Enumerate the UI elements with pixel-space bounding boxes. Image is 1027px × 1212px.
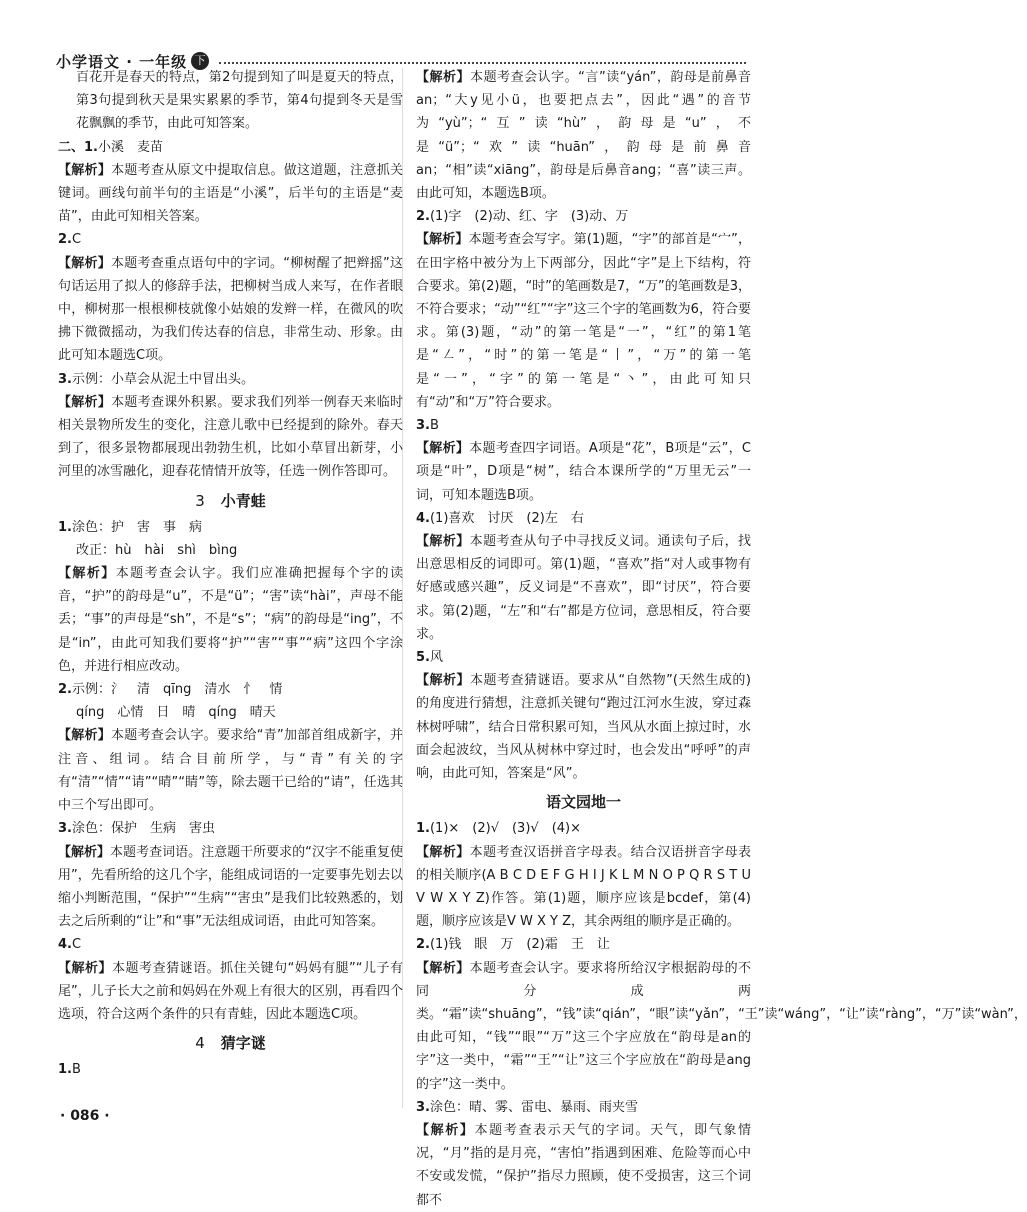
- analysis-tag: 【解析】: [416, 844, 470, 860]
- section-title: 语文园地一: [545, 793, 621, 812]
- answer-text: 涂色：保护 生病 害虫: [71, 821, 215, 837]
- question-number: 2.: [416, 937, 430, 953]
- analysis-tag: 【解析】: [416, 534, 470, 550]
- book-title: 小学语文 · 一年级: [56, 52, 188, 71]
- paragraph: qíng 心情 日 晴 qíng 晴天: [76, 705, 276, 721]
- question-answer: [416, 414, 751, 437]
- question-answer: [416, 817, 751, 840]
- answer-text: B: [71, 1062, 81, 1078]
- analysis-text: 本题考查从原文中提取信息。做这道题，注意抓关键词。画线句前半句的主语是“小溪”，后半句的主语是“麦苗”，由此可知相关答案。: [58, 162, 403, 225]
- question-answer: [416, 507, 751, 530]
- section-number: 4: [195, 1034, 205, 1053]
- analysis-paragraph: [416, 957, 1027, 1096]
- question-number: 1.: [58, 1062, 72, 1078]
- answer-text: B: [429, 418, 439, 434]
- question-answer: [416, 1096, 751, 1119]
- answer-text: 示例：氵 清 qīng 清水 忄 情: [71, 682, 283, 698]
- question-answer: [416, 933, 751, 956]
- question-answer: [58, 228, 403, 251]
- question-number: 4.: [416, 510, 430, 526]
- question-answer: [416, 646, 751, 669]
- answer-text: (1)喜欢 讨厌 (2)左 右: [429, 510, 584, 526]
- page-number: · 086 ·: [60, 1108, 110, 1124]
- analysis-text: 本题考查会认字。要求将所给汉字根据韵母的不同分成两类。“霜”读“shuāng”，“钱”读“qián”，“眼”读“yǎn”，“王”读“wáng”，“让”读“ràng”，“万”读“wàn”，由此可知，“钱”“眼”“万”这三个字应放在“韵母是an的字”这一类中，“霜”“王”“让”这三个字应放在“韵母是ang的字”这一类中。: [416, 960, 1027, 1092]
- analysis-paragraph: [416, 530, 751, 646]
- left-column: [58, 66, 403, 1081]
- analysis-text: 本题考查猜谜语。抓住关键句“妈妈有腿”“儿子有尾”，儿子长大之前和妈妈在外观上有很大的区别，再看四个选项，符合这两个条件的只有青蛙，因此本题选C项。: [58, 960, 403, 1022]
- analysis-text: 本题考查词语。注意题干所要求的“汉字不能重复使用”，先看所给的这几个字，能组成词语的一定要事先划去以缩小判断范围，“保护”“生病”“害虫”是我们比较熟悉的，划去之后所剩的“让”和“事”无法组成词语，由此可知答案。: [58, 844, 403, 930]
- header-dotted-rule: [219, 62, 746, 64]
- analysis-paragraph: [58, 391, 403, 484]
- analysis-tag: 【解析】: [416, 232, 469, 248]
- question-answer: [58, 678, 403, 701]
- analysis-text: 本题考查会写字。第(1)题，“字”的部首是“宀”，在田字格中被分为上下两部分，因此“字”是上下结构，符合要求。第(2)题，“时”的笔画数是7，“万”的笔画数是3，不符合要求；“动”“红”“字”这三个字的笔画数为6，符合要求。第(3)题，“动”的第一笔是“一”，“红”的第1笔是“㇜”，“时”的第一笔是“丨”，“万”的第一笔是“一”，“字”的第一笔是“丶”，由此可知只有“动”和“万”符合要求。: [416, 232, 751, 410]
- question-answer: [58, 933, 403, 956]
- question-number: 5.: [416, 650, 430, 666]
- analysis-text: 本题考查会认字。我们应准确把握每个字的读音，“护”的韵母是“u”，不是“ü”；“害”读“hài”，声母不能丢；“事”的声母是“sh”，不是“s”；“病”的韵母是“ing”，不是“in”，由此可知我们要将“护”“害”“事”“病”这四个字涂色，并进行相应改动。: [58, 566, 403, 674]
- analysis-text: 本题考查课外积累。要求我们列举一例春天来临时相关景物所发生的变化，注意儿歌中已经提到的除外。春天到了，很多景物都展现出勃勃生机，比如小草冒出新芽，小河里的冰雪融化，迎春花情情开放等，任选一例作答即可。: [58, 394, 403, 480]
- analysis-text: 本题考查汉语拼音字母表。结合汉语拼音字母表的相关顺序(A B C D E F G H I J K L M N O P Q R S T U V W X Y Z)作答。第(1)题，顺序应该是bcdef，第(4)题，顺序应该是V W X Y Z，其余两组的顺序是正确的。: [416, 844, 751, 930]
- answer-text: 风: [429, 650, 443, 666]
- question-answer: [58, 1058, 403, 1081]
- question-number: 1.: [416, 821, 430, 837]
- answer-text: (1)钱 眼 万 (2)霜 王 让: [429, 937, 610, 953]
- section-number: 3: [195, 491, 205, 510]
- analysis-paragraph: [416, 66, 751, 205]
- analysis-paragraph: [58, 159, 403, 229]
- question-number: 2.: [416, 209, 430, 225]
- answer-text: 小溪 麦苗: [97, 139, 163, 155]
- question-answer: [58, 516, 403, 539]
- question-number: 3.: [58, 371, 72, 387]
- paragraph: 改正：hù hài shì bìng: [76, 542, 238, 558]
- analysis-text: 本题考查猜谜语。要求从“自然物”(天然生成的)的角度进行猜想，注意抓关键句“跑过江河水生波，穿过森林树呼啸”，结合日常积累可知，当风从水面上掠过时，水面会起波纹，当风从树林中穿过时，也会发出“呼呼”的声响，由此可知，答案是“风”。: [416, 673, 751, 782]
- analysis-paragraph: [58, 957, 403, 1027]
- question-number: 1.: [58, 519, 72, 535]
- question-number: 3.: [416, 1099, 430, 1115]
- question-number: 3.: [58, 821, 72, 837]
- volume-badge: 下: [191, 52, 209, 70]
- question-number: 2.: [58, 682, 72, 698]
- analysis-paragraph: [416, 437, 751, 507]
- analysis-tag: 【解析】: [416, 441, 470, 457]
- answer-text: 涂色：晴、雾、雷电、暴雨、雨夹雪: [429, 1099, 638, 1115]
- question-answer: [58, 368, 403, 391]
- analysis-tag: 【解析】: [58, 162, 112, 178]
- question-answer: [58, 136, 403, 159]
- analysis-paragraph: [416, 1119, 751, 1212]
- analysis-paragraph: [416, 669, 751, 785]
- analysis-tag: 【解析】: [58, 394, 112, 410]
- answer-text: 涂色：护 害 事 病: [71, 519, 202, 535]
- analysis-text: 本题考查从句子中寻找反义词。通读句子后，找出意思相反的词即可。第(1)题，“喜欢”指“对人或事物有好感或感兴趣”，反义词是“不喜欢”，即“讨厌”，符合要求。第(2)题，“左”和“右”都是方位词，意思相反，符合要求。: [416, 534, 751, 642]
- analysis-text: 本题考查四字词语。A项是“花”，B项是“云”，C项是“叶”，D项是“树”，结合本课所学的“万里无云”一词，可知本题选B项。: [416, 441, 751, 503]
- section-title: 小青蛙: [220, 491, 266, 510]
- analysis-tag: 【解析】: [58, 728, 112, 744]
- analysis-paragraph: [58, 252, 403, 368]
- section-heading: [416, 789, 751, 815]
- analysis-tag: 【解析】: [58, 566, 116, 582]
- analysis-tag: 【解析】: [58, 255, 112, 271]
- analysis-tag: 【解析】: [58, 844, 111, 860]
- paragraph: 百花开是春天的特点，第2句提到知了叫是夏天的特点，第3句提到秋天是果实累累的季节，第4句提到冬天是雪花飘飘的季节，由此可知答案。: [76, 70, 403, 132]
- analysis-paragraph: [416, 228, 751, 414]
- analysis-tag: 【解析】: [58, 960, 113, 976]
- answer-text: (1)× (2)√ (3)√ (4)×: [429, 821, 581, 837]
- answer-text: 示例：小草会从泥土中冒出头。: [71, 371, 254, 387]
- section-heading: [58, 1030, 403, 1056]
- analysis-paragraph: [58, 841, 403, 934]
- right-column: [416, 66, 1027, 1212]
- analysis-text: 本题考查重点语句中的字词。“柳树醒了把辫摇”这句话运用了拟人的修辞手法，把柳树当成人来写，在作者眼中，柳树那一根根柳枝就像小姑娘的发辫一样，在微风的吹拂下微微摇动，为我们传达春的信息，非常生动、形象。由此可知本题选C项。: [58, 255, 403, 364]
- analysis-paragraph: [58, 562, 403, 678]
- analysis-text: 本题考查会认字。要求给“青”加部首组成新字，并注音、组词。结合目前所学，与“青”有关的字有“清”“情”“请”“晴”“睛”等，除去题干已给的“请”，任选其中三个写出即可。: [58, 728, 403, 814]
- section-heading: [58, 488, 403, 514]
- answer-text: (1)字 (2)动、红、字 (3)动、万: [429, 209, 629, 225]
- answer-text: C: [71, 232, 82, 248]
- question-number: 2.: [58, 232, 72, 248]
- analysis-tag: 【解析】: [416, 673, 470, 689]
- answer-text: C: [71, 937, 82, 953]
- analysis-paragraph: [58, 724, 403, 817]
- question-number: 二、1.: [58, 139, 98, 155]
- analysis-tag: 【解析】: [416, 1122, 475, 1138]
- question-answer: [416, 205, 751, 228]
- question-number: 4.: [58, 937, 72, 953]
- question-number: 3.: [416, 418, 430, 434]
- section-title: 猜字谜: [220, 1034, 266, 1053]
- analysis-text: 本题考查表示天气的字词。天气，即气象情况，“月”指的是月亮，“害怕”指遇到困难、危险等而心中不安或发慌，“保护”指尽力照顾，使不受损害，这三个词都不: [416, 1122, 751, 1208]
- analysis-tag: 【解析】: [416, 70, 471, 85]
- analysis-tag: 【解析】: [416, 960, 470, 976]
- analysis-paragraph: [416, 841, 751, 934]
- question-answer: [58, 817, 403, 840]
- analysis-text: 本题考查会认字。“言”读“yán”，韵母是前鼻音an；“大y见小ü，也要把点去”，因此“遇”的音节为“yù”；“互”读“hù”，韵母是“u”，不是“ü”；“欢”读“huān”，韵母是前鼻音an；“相”读“xiāng”，韵母是后鼻音ang；“喜”读三声。由此可知，本题选B项。: [416, 70, 751, 202]
